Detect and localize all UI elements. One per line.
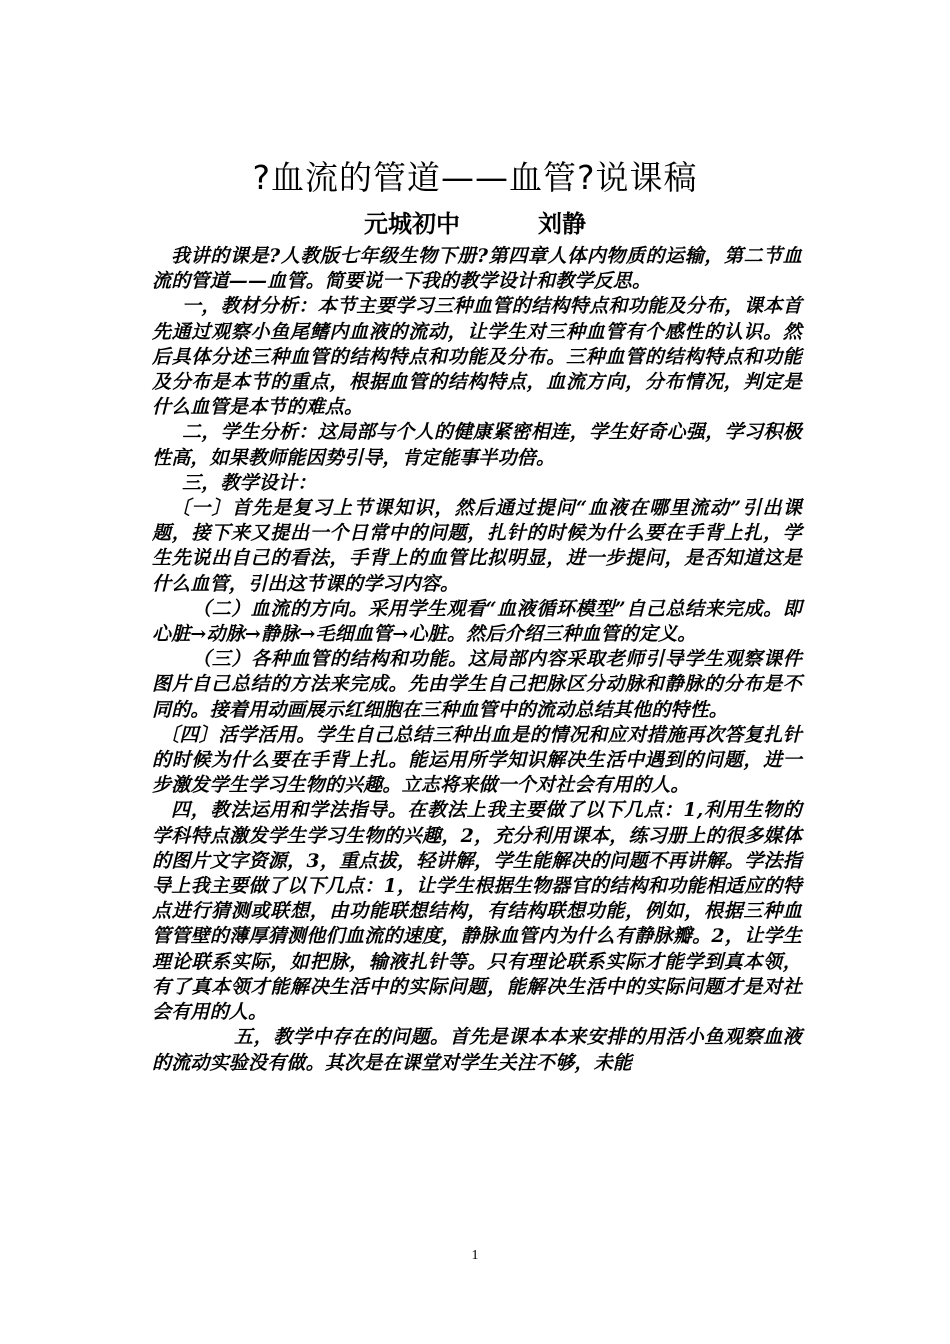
paragraph-design-2: （二）血流的方向。采用学生观看“血液循环模型”自己总结来完成。即心脏→动脉→静脉→毛细血管→心脏。然后介绍三种血管的定义。	[152, 597, 802, 646]
paragraph-intro: 我讲的课是?人教版七年级生物下册?第四章人体内物质的运输，第二节血流的管道——血管。简要说一下我的教学设计和教学反思。	[152, 245, 802, 293]
school-name: 元城初中	[364, 210, 460, 238]
author-name: 刘静	[538, 210, 586, 238]
document-body	[152, 244, 802, 1076]
paragraph-design-3: （三）各种血管的结构和功能。这局部内容采取老师引导学生观察课件图片自己总结的方法来完成。先由学生自己把脉区分动脉和静脉的分布是不同的。接着用动画展示红细胞在三种血管中的流动总结其他的特性。	[152, 648, 802, 721]
page-number: 1	[471, 1248, 479, 1263]
paragraph-methods: 四，教法运用和学法指导。在教法上我主要做了以下几点：1,利用生物的学科特点激发学生学习生物的兴趣，2，充分利用课本，练习册上的很多媒体的图片文字资源，3，重点拔，轻讲解，学生能解决的问题不再讲解。学法指导上我主要做了以下几点：1，让学生根据生物器官的结构和功能相适应的特点进行猜测或联想，由功能联想结构，有结构联想功能，例如，根据三种血管管壁的薄厚猜测他们血流的速度，静脉血管内为什么有静脉瓣。2，让学生理论联系实际，如把脉，输液扎针等。只有理论联系实际才能学到真本领，有了真本领才能解决生活中的实际问题，能解决生活中的实际问题才是对社会有用的人。	[152, 799, 802, 1024]
author-line	[0, 204, 950, 239]
paragraph-design-4: 〔四〕活学活用。学生自己总结三种出血是的情况和应对措施再次答复扎针的时候为什么要在手背上扎。能运用所学知识解决生活中遇到的问题，进一步激发学生学习生物的兴趣。立志将来做一个对社会有用的人。	[152, 723, 802, 797]
page-title: ?血流的管道——血管?说课稿	[252, 158, 698, 197]
paragraph-student-analysis: 二，学生分析：这局部与个人的健康紧密相连，学生好奇心强，学习积极性高，如果教师能因势引导，肯定能事半功倍。	[152, 421, 802, 469]
paragraph-problems: 五，教学中存在的问题。首先是课本本来安排的用活小鱼观察血液的流动实验没有做。其次是在课堂对学生关注不够，未能	[152, 1026, 802, 1074]
paragraph-teaching-design-heading: 三，教学设计：	[182, 471, 317, 494]
paragraph-textbook-analysis: 一，教材分析：本节主要学习三种血管的结构特点和功能及分布，课本首先通过观察小鱼尾鳍内血液的流动，让学生对三种血管有个感性的认识。然后具体分述三种血管的结构特点和功能及分布。三种血管的结构特点和功能及分布是本节的重点，根据血管的结构特点，血流方向，分布情况，判定是什么血管是本节的难点。	[152, 295, 802, 419]
paragraph-design-1: 〔一〕首先是复习上节课知识，然后通过提问“血液在哪里流动”引出课题，接下来又提出一个日常中的问题，扎针的时候为什么要在手背上扎，学生先说出自己的看法，手背上的血管比拟明显，进一步提问，是否知道这是什么血管，引出这节课的学习内容。	[152, 497, 802, 595]
